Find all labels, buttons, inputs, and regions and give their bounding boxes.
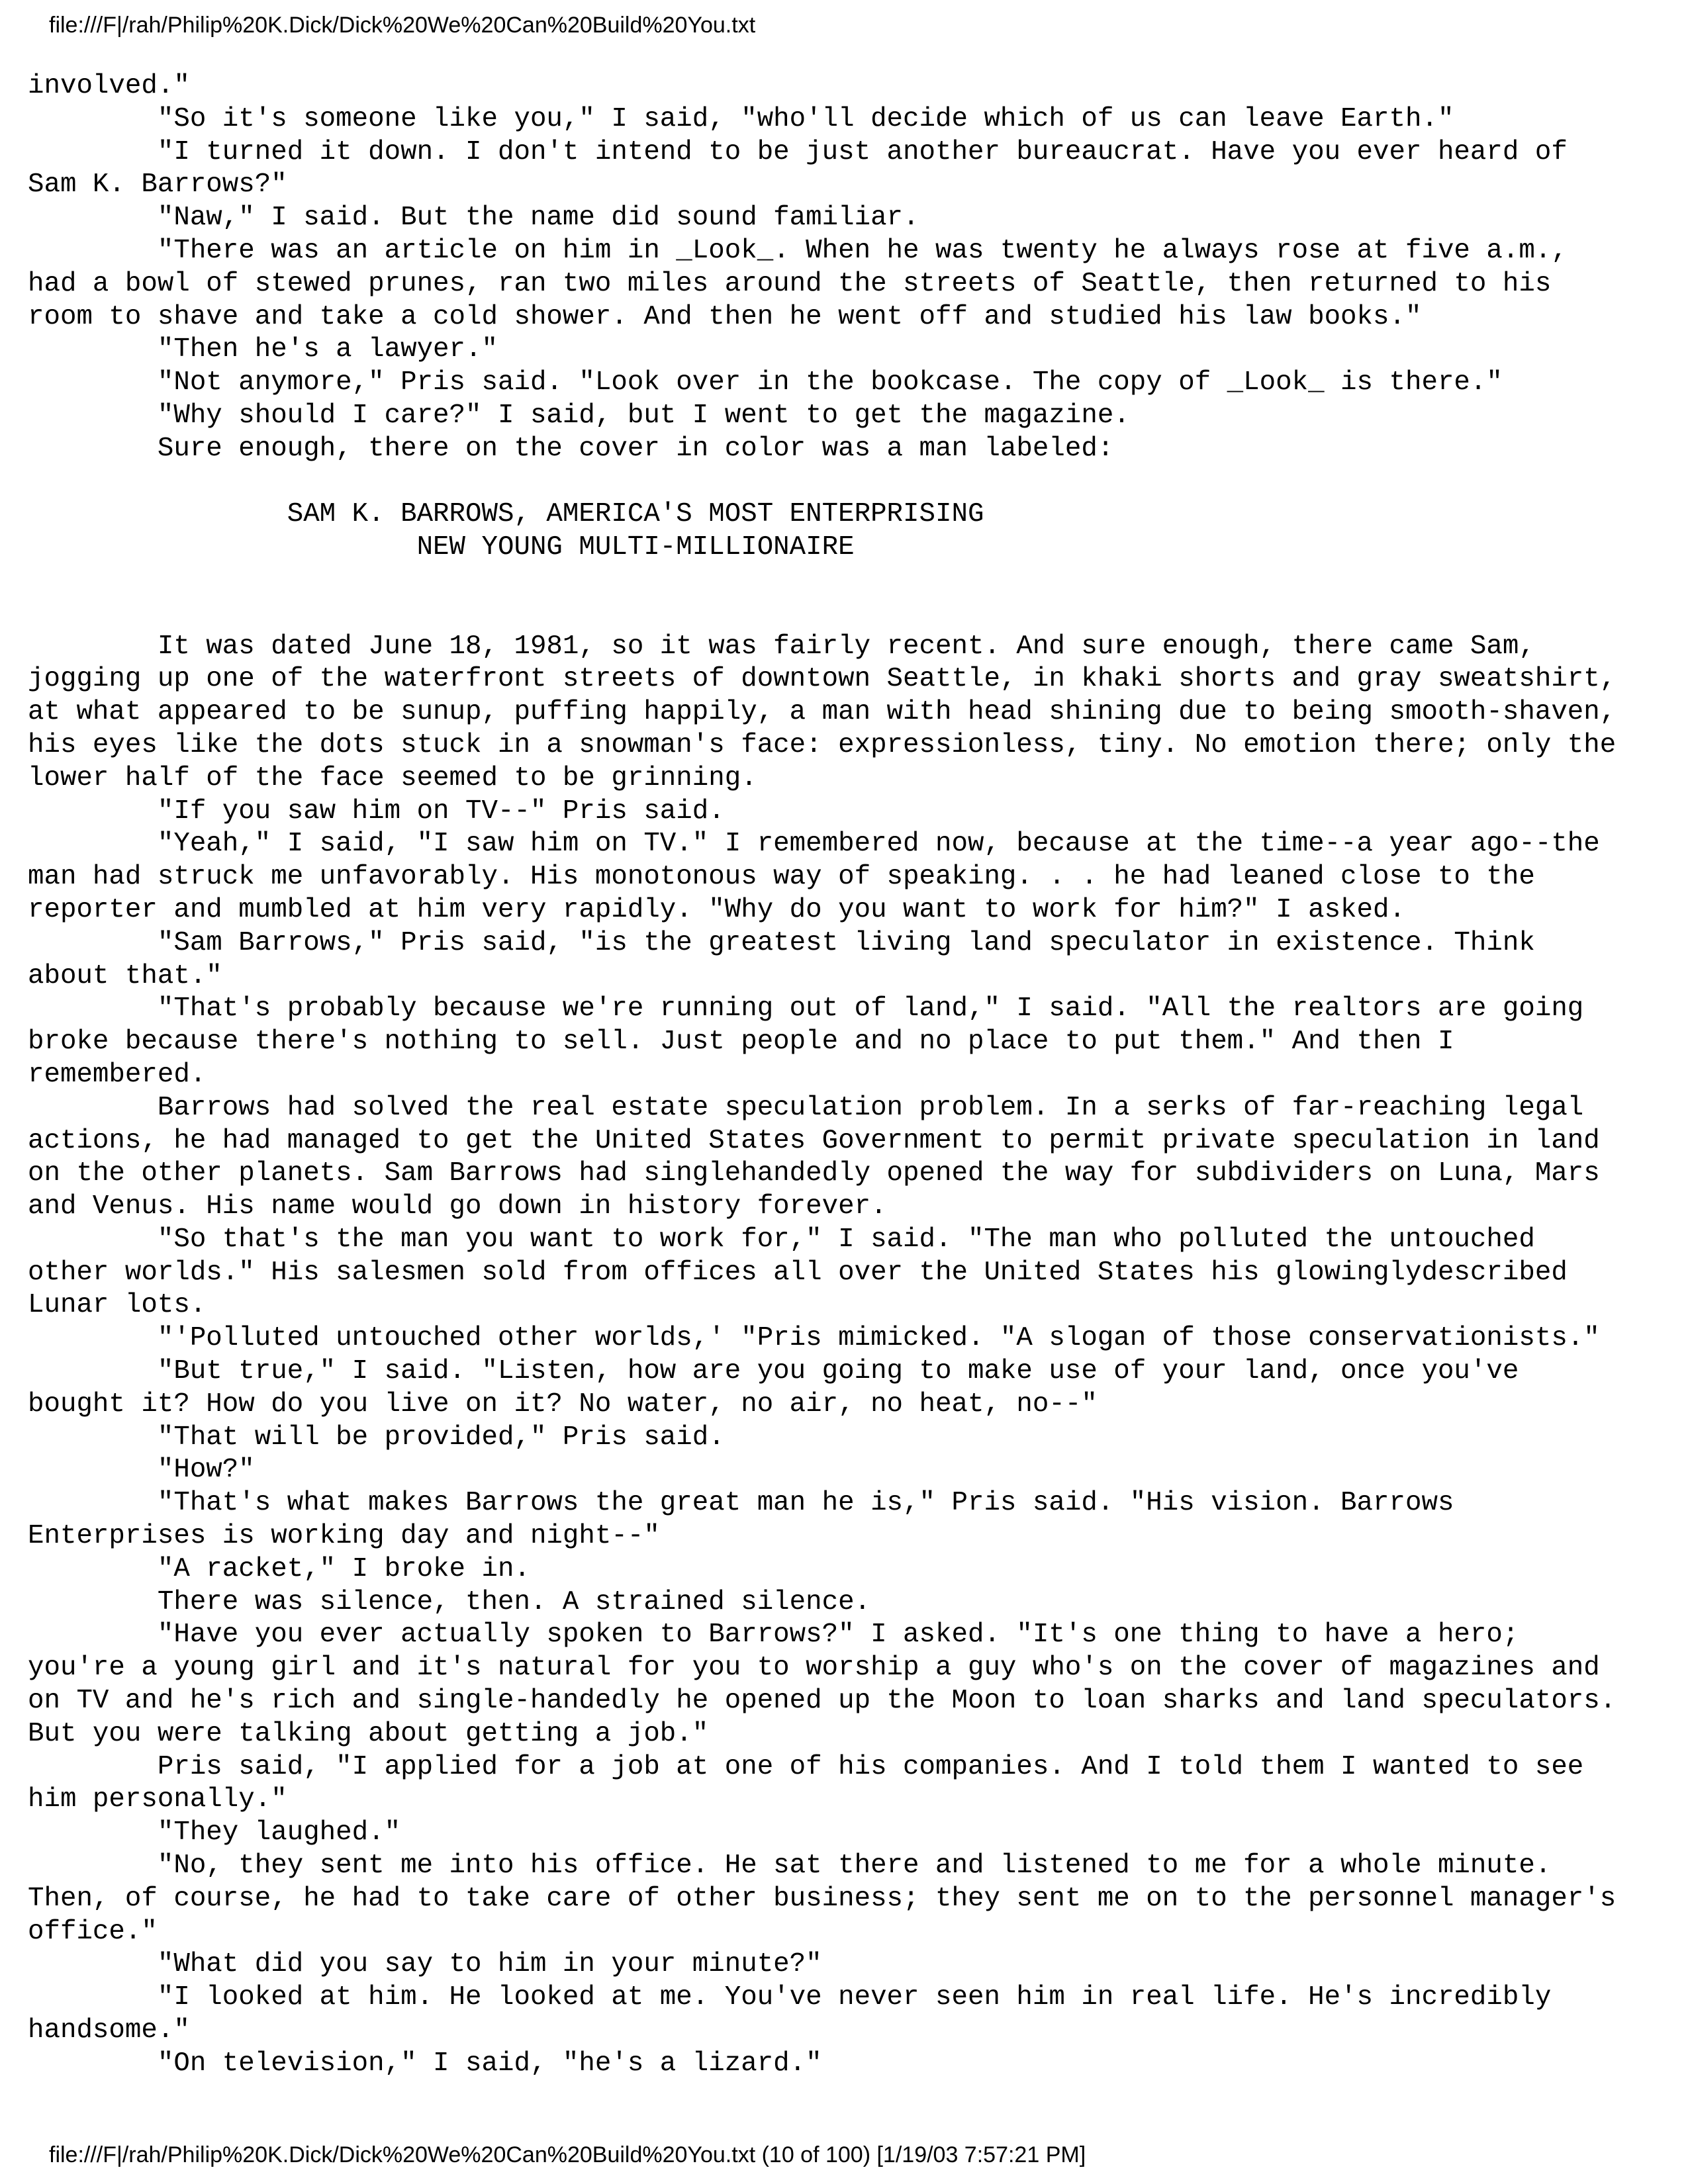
text-line bbox=[28, 466, 1663, 499]
text-line: and Venus. His name would go down in history forever. bbox=[28, 1191, 887, 1222]
text-line: remembered. bbox=[28, 1059, 207, 1090]
text-line: "Naw," I said. But the name did sound familiar. bbox=[28, 203, 919, 234]
text-line: "Then he's a lawyer." bbox=[28, 334, 498, 365]
text-line: reporter and mumbled at him very rapidly. "Why do you want to work for him?" I asked. bbox=[28, 894, 1405, 925]
page-header-file-path: file:///F|/rah/Philip%20K.Dick/Dick%20We%20Can%20Build%20You.txt bbox=[49, 13, 756, 38]
text-line: you're a young girl and it's natural for you to worship a guy who's on the cover of magazines and bbox=[28, 1653, 1600, 1684]
text-line: "What did you say to him in your minute?" bbox=[28, 1949, 822, 1980]
text-line: "How?" bbox=[28, 1455, 255, 1486]
text-line: "So it's someone like you," I said, "who'll decide which of us can leave Earth." bbox=[28, 103, 1454, 134]
text-line: Sam K. Barrows?" bbox=[28, 169, 287, 201]
text-line: "'Polluted untouched other worlds,' "Pris mimicked. "A slogan of those conservationists." bbox=[28, 1323, 1600, 1354]
text-line: his eyes like the dots stuck in a snowman's face: expressionless, tiny. No emotion there; only the bbox=[28, 729, 1617, 760]
text-line: "Sam Barrows," Pris said, "is the greatest living land speculator in existence. Think bbox=[28, 927, 1535, 958]
text-line: jogging up one of the waterfront streets of downtown Seattle, in khaki shorts and gray sweatshirt, bbox=[28, 664, 1617, 695]
text-line: Enterprises is working day and night--" bbox=[28, 1521, 660, 1552]
text-line: It was dated June 18, 1981, so it was fairly recent. And sure enough, there came Sam, bbox=[28, 631, 1535, 662]
text-line: "If you saw him on TV--" Pris said. bbox=[28, 796, 725, 827]
text-line: Lunar lots. bbox=[28, 1290, 207, 1321]
text-line: actions, he had managed to get the United States Government to permit private speculation in land bbox=[28, 1125, 1600, 1156]
text-line: room to shave and take a cold shower. And then he went off and studied his law books." bbox=[28, 301, 1422, 332]
text-line: "Why should I care?" I said, but I went to get the magazine. bbox=[28, 400, 1130, 431]
text-line: Then, of course, he had to take care of other business; they sent me on to the personnel manager's bbox=[28, 1883, 1617, 1914]
text-line: office." bbox=[28, 1916, 158, 1947]
text-line: bought it? How do you live on it? No water, no air, no heat, no--" bbox=[28, 1388, 1098, 1420]
text-line: man had struck me unfavorably. His monotonous way of speaking. . . he had leaned close to the bbox=[28, 862, 1535, 893]
text-line: "I looked at him. He looked at me. You've never seen him in real life. He's incredibly bbox=[28, 1982, 1552, 2013]
text-line: "That will be provided," Pris said. bbox=[28, 1422, 725, 1453]
text-line: "They laughed." bbox=[28, 1817, 401, 1848]
text-line: There was silence, then. A strained silence. bbox=[28, 1586, 871, 1617]
text-line: on TV and he's rich and single-handedly he opened up the Moon to loan sharks and land speculators. bbox=[28, 1686, 1617, 1717]
text-line: "There was an article on him in _Look_. When he was twenty he always rose at five a.m., bbox=[28, 235, 1568, 266]
text-line: lower half of the face seemed to be grinning. bbox=[28, 762, 757, 794]
text-line: about that." bbox=[28, 960, 222, 991]
text-line: at what appeared to be sunup, puffing happily, a man with head shining due to being smooth-shaven, bbox=[28, 697, 1617, 728]
text-line: Pris said, "I applied for a job at one of his companies. And I told them I wanted to see bbox=[28, 1751, 1584, 1782]
document-text-body bbox=[28, 70, 1663, 2081]
text-line: other worlds." His salesmen sold from offices all over the United States his glowinglydescribed bbox=[28, 1257, 1568, 1288]
text-line: had a bowl of stewed prunes, ran two miles around the streets of Seattle, then returned to his bbox=[28, 268, 1552, 299]
text-line: NEW YOUNG MULTI-MILLIONAIRE bbox=[28, 532, 855, 563]
text-line: SAM K. BARROWS, AMERICA'S MOST ENTERPRISING bbox=[28, 499, 984, 530]
page-footer-status: file:///F|/rah/Philip%20K.Dick/Dick%20We%20Can%20Build%20You.txt (10 of 100) [1/19/03 7:57:21 PM] bbox=[49, 2142, 1086, 2167]
text-line: Barrows had solved the real estate speculation problem. In a serks of far-reaching legal bbox=[28, 1092, 1584, 1123]
text-line: broke because there's nothing to sell. Just people and no place to put them." And then I bbox=[28, 1026, 1454, 1058]
text-line: "Have you ever actually spoken to Barrows?" I asked. "It's one thing to have a hero; bbox=[28, 1619, 1519, 1651]
text-line: on the other planets. Sam Barrows had singlehandedly opened the way for subdividers on Luna, Mars bbox=[28, 1158, 1600, 1189]
text-line: "No, they sent me into his office. He sat there and listened to me for a whole minute. bbox=[28, 1850, 1552, 1882]
text-line: "Not anymore," Pris said. "Look over in the bookcase. The copy of _Look_ is there." bbox=[28, 367, 1503, 398]
text-line: involved." bbox=[28, 71, 190, 101]
text-line: "Yeah," I said, "I saw him on TV." I remembered now, because at the time--a year ago--the bbox=[28, 829, 1600, 860]
text-line: "But true," I said. "Listen, how are you going to make use of your land, once you've bbox=[28, 1356, 1519, 1387]
text-line: But you were talking about getting a job." bbox=[28, 1718, 709, 1749]
text-line bbox=[28, 565, 1663, 598]
text-line bbox=[28, 598, 1663, 631]
text-line: "So that's the man you want to work for," I said. "The man who polluted the untouched bbox=[28, 1224, 1535, 1255]
text-line: "A racket," I broke in. bbox=[28, 1553, 530, 1584]
text-line: handsome." bbox=[28, 2015, 190, 2046]
text-line: Sure enough, there on the cover in color was a man labeled: bbox=[28, 433, 1114, 464]
text-line: "That's what makes Barrows the great man he is," Pris said. "His vision. Barrows bbox=[28, 1488, 1454, 1519]
text-line: "I turned it down. I don't intend to be just another bureaucrat. Have you ever heard of bbox=[28, 136, 1568, 167]
text-line: "That's probably because we're running out of land," I said. "All the realtors are going bbox=[28, 993, 1584, 1024]
text-line: him personally." bbox=[28, 1784, 287, 1815]
text-line: "On television," I said, "he's a lizard." bbox=[28, 2048, 822, 2079]
